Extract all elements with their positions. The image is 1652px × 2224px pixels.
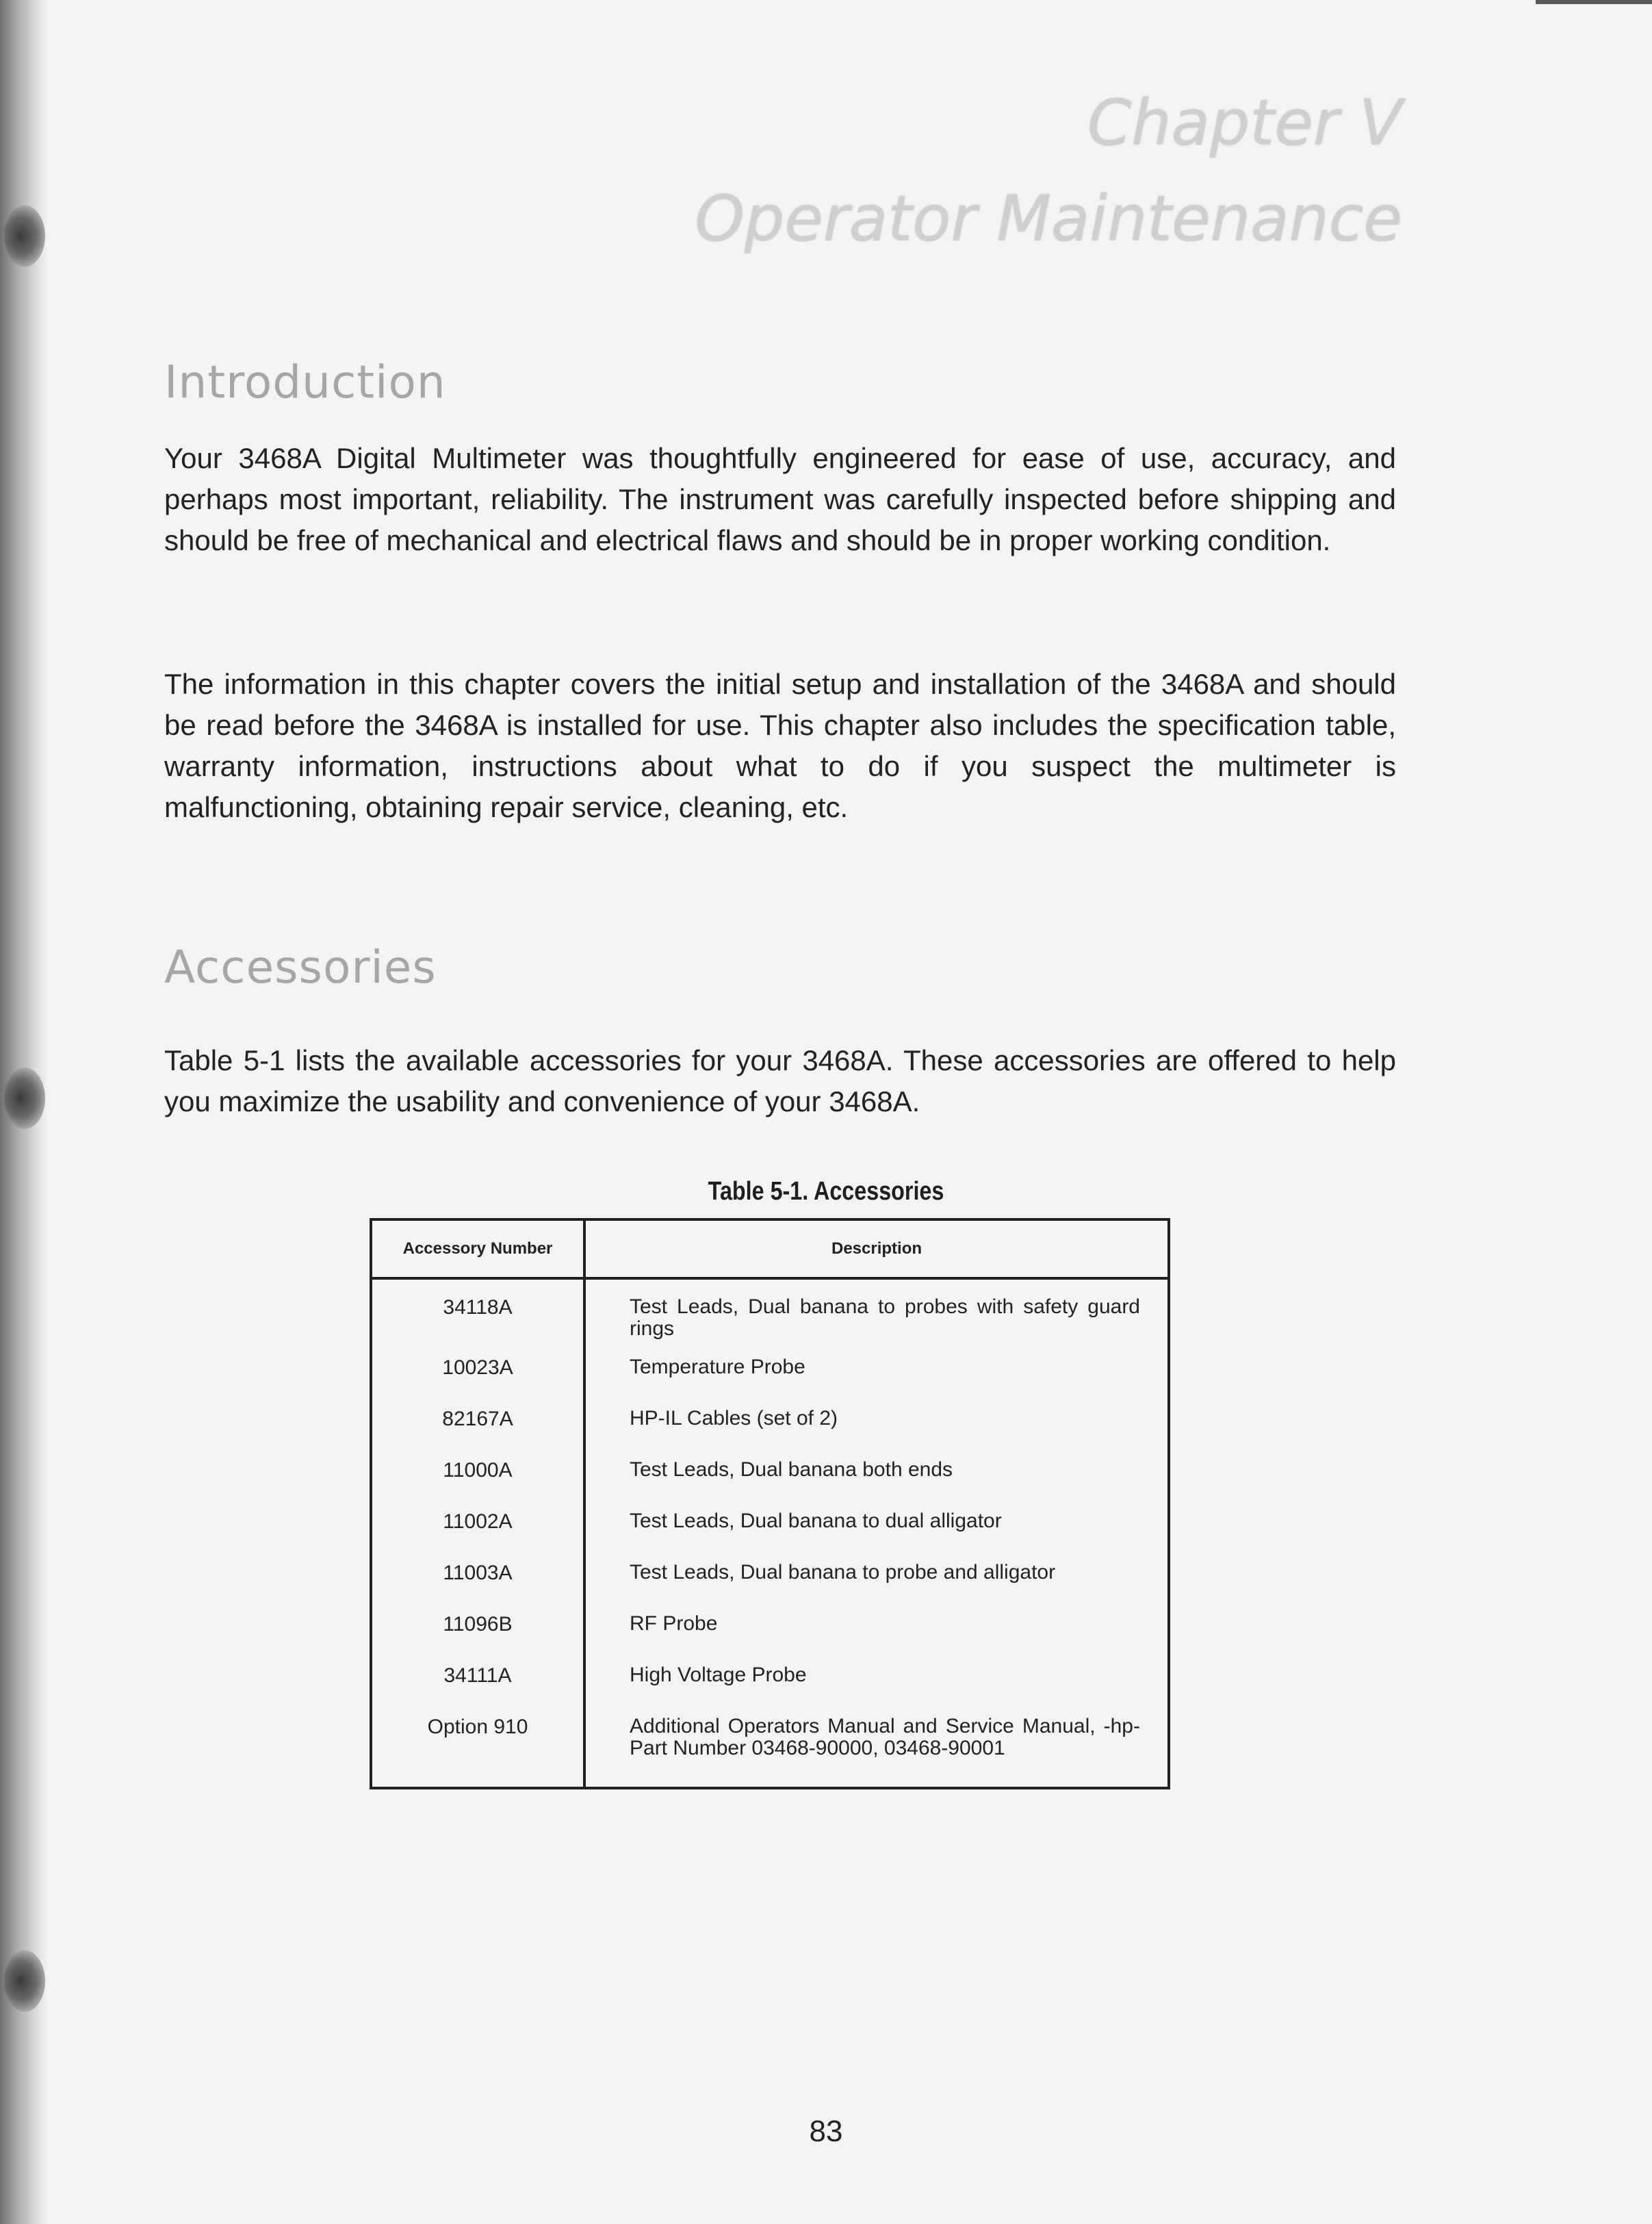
accessories-paragraph: Table 5-1 lists the available accessories for your 3468A. These accessories are offered to help you maximize the usability and convenience of your 3468A. [164, 1044, 1396, 1117]
binding-hole [4, 1950, 45, 2012]
chapter-number: Chapter V [1087, 86, 1402, 159]
chapter-name: Operator Maintenance [695, 182, 1402, 255]
accessory-description: Additional Operators Manual and Service Manual, -hp- Part Number 03468-90000, 03468-90001 [630, 1715, 1140, 1759]
accessory-number: 34118A [371, 1278, 584, 1340]
accessory-description: Test Leads, Dual banana to probes with safety guard rings [630, 1295, 1140, 1340]
accessory-description: High Voltage Probe [630, 1664, 807, 1686]
introduction-heading: Introduction [164, 356, 446, 409]
table-caption: Table 5-1. Accessories [708, 1177, 944, 1206]
accessory-number: Option 910 [371, 1699, 584, 1788]
header-description: Description [584, 1219, 1169, 1278]
table-header-row [371, 1219, 1169, 1278]
accessory-number: 11003A [371, 1545, 584, 1596]
accessory-number: 34111A [371, 1648, 584, 1699]
table-row [371, 1648, 1169, 1699]
accessory-number: 10023A [371, 1340, 584, 1391]
accessory-number: 82167A [371, 1391, 584, 1443]
table-row [371, 1278, 1169, 1340]
introduction-paragraph-1: Your 3468A Digital Multimeter was thoughtfully engineered for ease of use, accuracy, and perhaps most important, reliability. The instrument was carefully inspected before shipping and should be free of mechanical and electrical flaws and should be in proper working condition. [164, 442, 1396, 556]
accessory-description: Test Leads, Dual banana to dual alligator [630, 1510, 1002, 1532]
accessory-description: Test Leads, Dual banana both ends [630, 1458, 953, 1481]
table-row [371, 1699, 1169, 1788]
accessories-heading: Accessories [164, 941, 437, 994]
page-number: 83 [809, 2115, 843, 2148]
table-row [371, 1596, 1169, 1648]
accessory-description: RF Probe [630, 1612, 718, 1635]
accessory-description: HP-IL Cables (set of 2) [630, 1407, 838, 1430]
introduction-paragraph-2: The information in this chapter covers the initial setup and installation of the 3468A and should be read before the 3468A is installed for use. This chapter also includes the specification table, warranty information, instructions about what to do if you suspect the multimeter is malfunctioning, obtaining repair service, cleaning, etc. [164, 668, 1396, 823]
table-row [371, 1443, 1169, 1494]
accessory-number: 11002A [371, 1494, 584, 1545]
table-row [371, 1391, 1169, 1443]
binding-hole [4, 1068, 45, 1129]
header-accessory-number: Accessory Number [371, 1219, 584, 1278]
page-edge-mark [1536, 0, 1652, 4]
table-row [371, 1494, 1169, 1545]
accessory-number: 11096B [371, 1596, 584, 1648]
accessories-table [370, 1218, 1170, 1789]
accessory-description: Test Leads, Dual banana to probe and alligator [630, 1561, 1056, 1583]
binding-hole [4, 205, 45, 267]
accessory-description: Temperature Probe [630, 1356, 805, 1378]
table-row [371, 1545, 1169, 1596]
chapter-title [695, 75, 1402, 267]
table-row [371, 1340, 1169, 1391]
accessory-number: 11000A [371, 1443, 584, 1494]
